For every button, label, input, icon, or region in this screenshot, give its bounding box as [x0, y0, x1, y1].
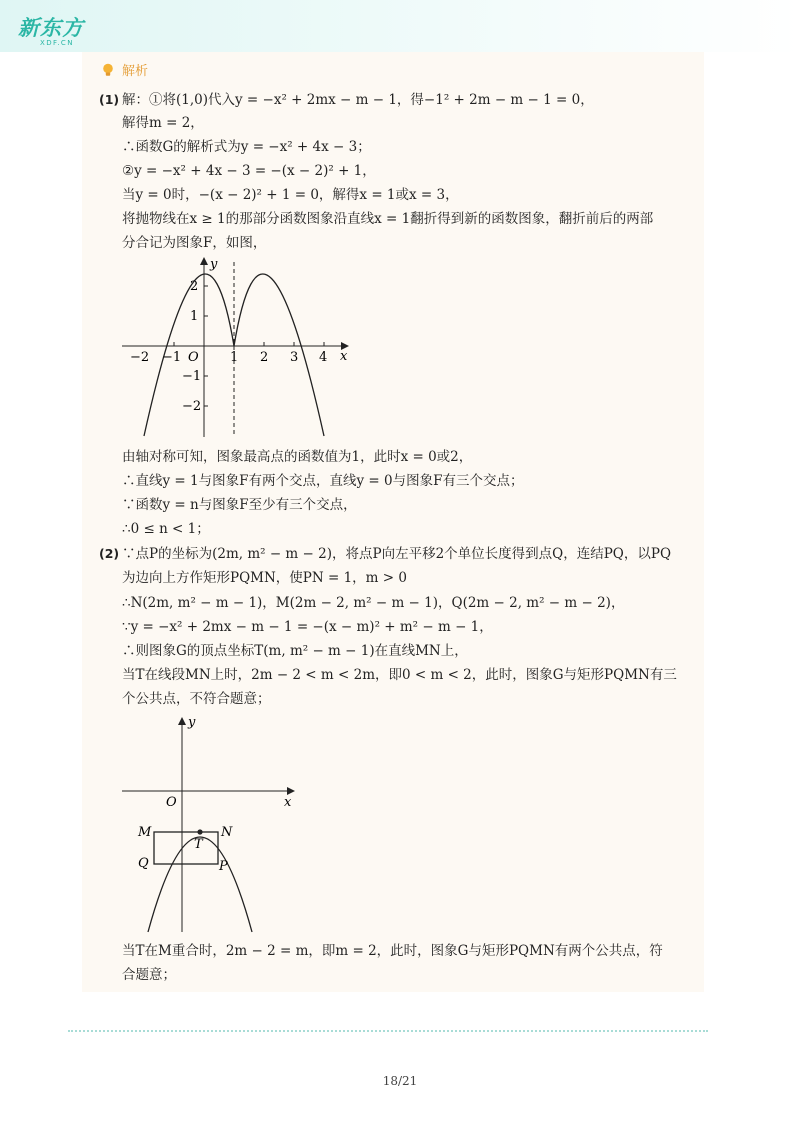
fig1-xtick: 4: [319, 350, 328, 365]
brand-logo: [18, 12, 84, 47]
logo-subtext: XDF.CN: [40, 39, 74, 47]
logo-text: 新东方: [18, 16, 84, 40]
part2-line-4: ∵y = −x² + 2mx − m − 1 = −(x − m)² + m² − m − 1，: [122, 619, 493, 635]
part2-line-2: 为边向上方作矩形PQMN，使PN = 1，m > 0: [122, 570, 407, 586]
figure-1-graph: [110, 252, 360, 442]
part2-line-1: ∵点P的坐标为(2m, m² − m − 2)，将点P向左平移2个单位长度得到点Q，连结PQ，以PQ: [122, 546, 672, 562]
section-label-text: 解析: [122, 64, 149, 79]
part2-line-3: ∴N(2m, m² − m − 1)，M(2m − 2, m² − m − 1)，Q(2m − 2, m² − m − 2)，: [122, 595, 625, 611]
fig1-xtick: 3: [290, 350, 299, 365]
curve-right: [234, 274, 324, 436]
part1-line-6: 将抛物线在x ≥ 1的那部分函数图象沿直线x = 1翻折得到新的函数图象，翻折前后的两部: [122, 211, 654, 227]
part1-line-5: 当y = 0时，−(x − 2)² + 1 = 0，解得x = 1或x = 3，: [122, 187, 459, 203]
part1-line-1: 解：①将(1,0)代入y = −x² + 2mx − m − 1，得−1² + 2m − m − 1 = 0，: [122, 92, 594, 108]
lightbulb-icon: [100, 62, 116, 78]
rectangle-PQMN: [154, 832, 218, 864]
fig2-x-label: x: [284, 795, 292, 810]
part1-line-7: 分合记为图象F，如图，: [122, 235, 267, 251]
fig1-x-label: x: [340, 349, 348, 364]
fig2-point-T: T: [194, 837, 203, 852]
section-label: [100, 60, 148, 79]
part1-line-4: ②y = −x² + 4x − 3 = −(x − 2)² + 1，: [122, 163, 376, 179]
part1-after-1: 由轴对称可知，图象最高点的函数值为1，此时x = 0或2，: [122, 449, 473, 465]
part2-after-2: 合题意；: [122, 967, 176, 983]
part2-line-5: ∴则图象G的顶点坐标T(m, m² − m − 1)在直线MN上，: [122, 643, 468, 659]
part1-after-3: ∵函数y = n与图象F至少有三个交点，: [122, 497, 357, 513]
part1-line-3: ∴函数G的解析式为y = −x² + 4x − 3；: [122, 139, 371, 155]
part1-number: (1): [99, 92, 120, 107]
fig2-point-P: P: [219, 859, 228, 874]
fig1-xtick: −1: [162, 350, 182, 365]
fig2-y-label: y: [188, 715, 196, 730]
fig2-point-N: N: [221, 825, 233, 840]
fig1-xtick: −2: [130, 350, 150, 365]
fig1-y-label: y: [210, 257, 218, 272]
part1-after-4: ∴0 ≤ n < 1；: [122, 521, 210, 537]
fig1-origin: O: [188, 350, 199, 365]
fig1-ytick: 1: [190, 309, 199, 324]
part2-after-1: 当T在M重合时，2m − 2 = m，即m = 2，此时，图象G与矩形PQMN有两个公共点，符: [122, 943, 663, 959]
fig1-ytick: 2: [190, 279, 199, 294]
page-number: 18/21: [382, 1074, 418, 1088]
footer-divider: [68, 1030, 708, 1032]
part1-line-2: 解得m = 2，: [122, 115, 204, 131]
part2-number: (2): [99, 546, 120, 561]
header-bar: [0, 0, 800, 52]
fig2-point-M: M: [138, 825, 152, 840]
part1-after-2: ∴直线y = 1与图象F有两个交点，直线y = 0与图象F有三个交点；: [122, 473, 524, 489]
fig2-point-Q: Q: [138, 856, 149, 871]
fig1-ytick: −2: [182, 399, 202, 414]
part2-line-6: 当T在线段MN上时，2m − 2 < m < 2m，即0 < m < 2，此时，图象G与矩形PQMN有三: [122, 667, 677, 683]
fig1-ytick: −1: [182, 369, 202, 384]
figure-2-graph: [118, 712, 308, 936]
fig2-origin: O: [166, 795, 177, 810]
fig1-xtick: 1: [230, 350, 239, 365]
part2-line-7: 个公共点，不符合题意；: [122, 691, 271, 707]
fig1-xtick: 2: [260, 350, 269, 365]
vertex-T-dot: [197, 829, 202, 834]
